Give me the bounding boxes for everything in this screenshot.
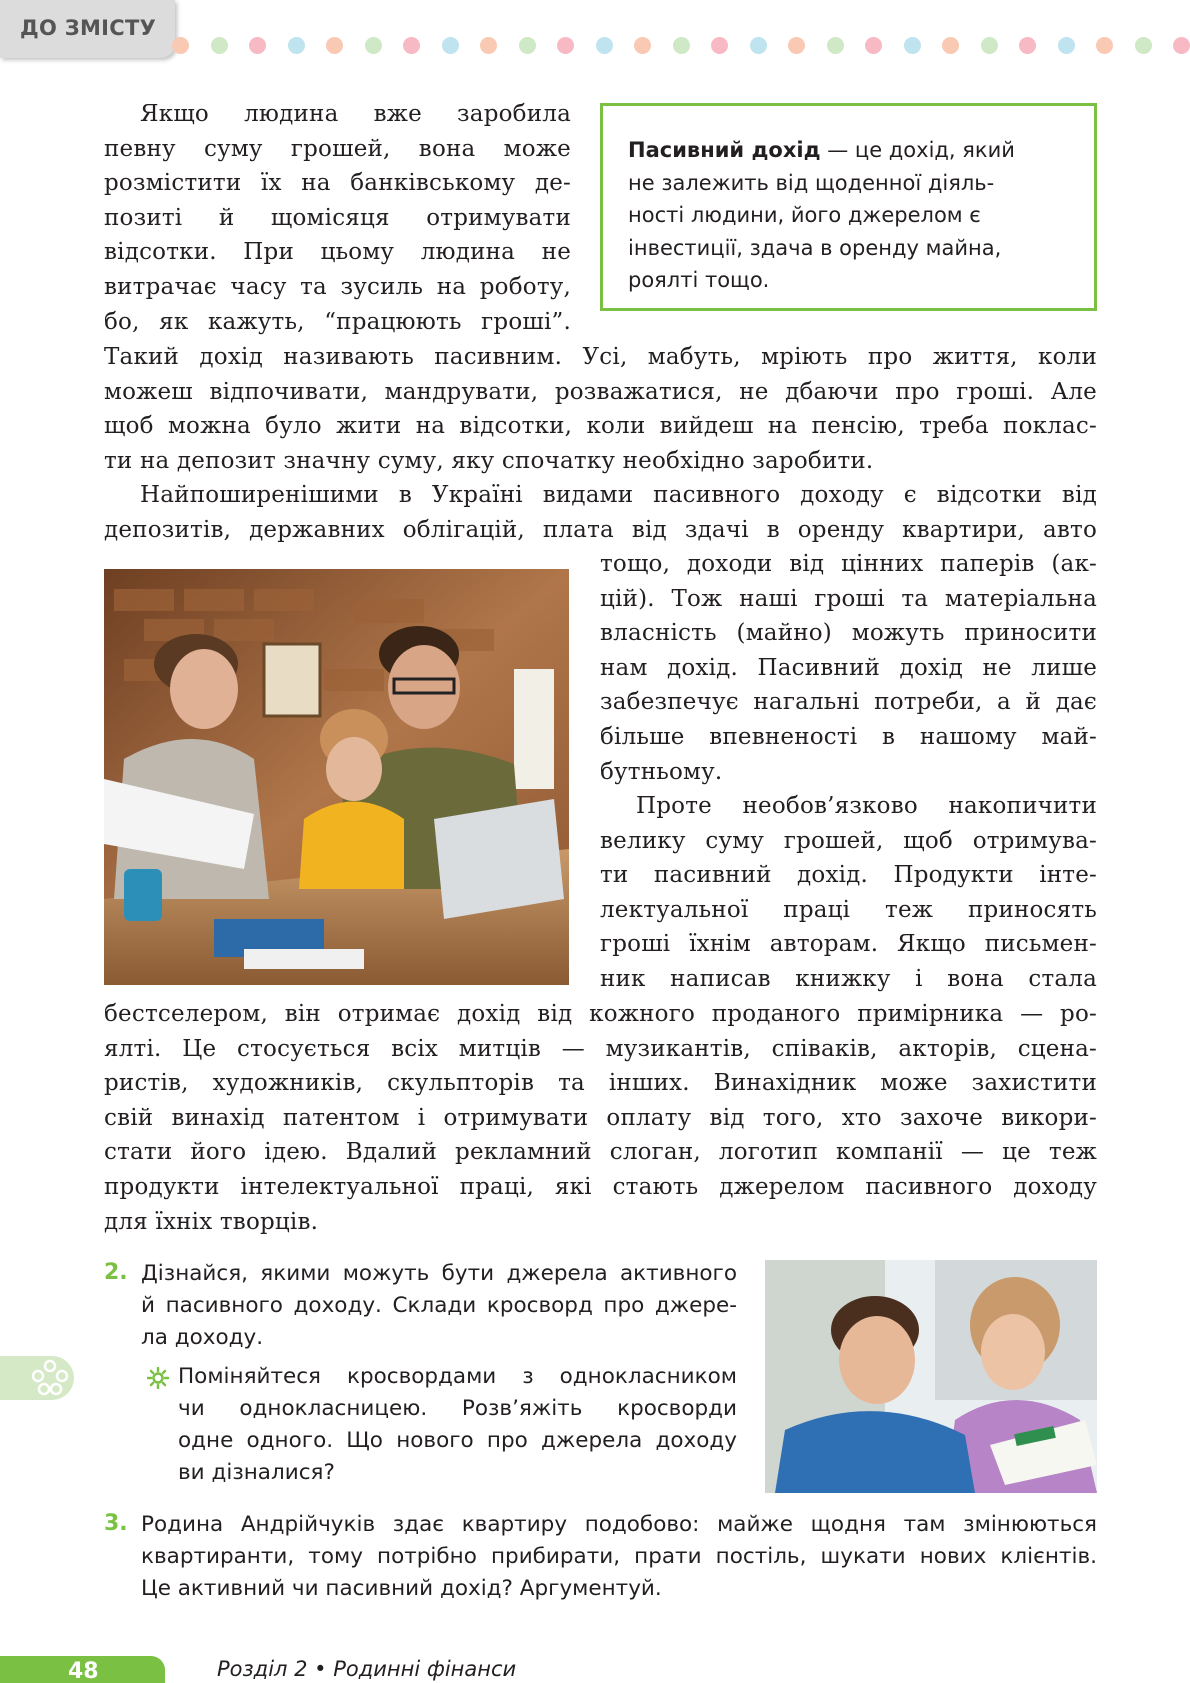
task2.group_lines-line: одне одного. Що нового про джерела доходу (178, 1428, 737, 1453)
para3_full_lines-line: стати його ідею. Вдалий рекламний слоган, логотип компанії — це теж (104, 1139, 1097, 1166)
header-dot (403, 37, 420, 54)
family-photo-illustration (104, 569, 569, 985)
intro_lines-line: розмістити їх на банківському де- (104, 170, 571, 197)
para2_right_lines-line: цій). Тож наші гроші та матеріальна (600, 585, 1097, 612)
header-dot (365, 37, 382, 54)
students-studying-photo (765, 1260, 1097, 1493)
para2_lines-line: депозитів, державних облігацій, плата від здачі в оренду квартири, авто (104, 516, 1097, 543)
intro_lines-line: позиті й щомісяця отримувати (104, 204, 571, 231)
header-dot (1058, 37, 1075, 54)
header-dot (981, 37, 998, 54)
para1_lines-line: ти на депозит значну суму, яку спочатку необхідно заробити. (104, 447, 874, 474)
header-dot (326, 37, 343, 54)
paragraph-property-income (600, 547, 1097, 789)
task-2-number: 2. (104, 1260, 128, 1285)
task3.lines-line: квартиранти, тому потрібно прибирати, прати постіль, шукати нових клієнтів. (141, 1544, 1097, 1569)
header-dot (1096, 37, 1113, 54)
definition-term: Пасивний дохід (628, 138, 821, 162)
paragraph-passive-income (104, 340, 1097, 478)
students-photo-illustration (765, 1260, 1097, 1493)
header-dot (249, 37, 266, 54)
toc-link[interactable]: ДО ЗМІСТУ (0, 0, 175, 58)
header-dot (634, 37, 651, 54)
intro_lines-line: бо, як кажуть, “працюють гроші”. (104, 308, 571, 335)
para3_full_lines-line: для їхніх творців. (104, 1208, 319, 1235)
section-title: Розділ 2 • Родинні фінанси (217, 1657, 517, 1681)
intro_lines-line: Якщо людина вже заробила (140, 101, 571, 127)
task-2-text (141, 1258, 737, 1354)
intro_lines-line: витрачає часу та зусиль на роботу, (104, 273, 571, 300)
para2_right_lines-line: нам дохід. Пасивний дохід не лише (600, 654, 1097, 681)
header-dot-strip (172, 37, 1190, 59)
task2.lines-line: Дізнайся, якими можуть бути джерела активного (141, 1261, 737, 1286)
task3.lines-line: Родина Андрійчуків здає квартиру подобово: майже щодня там змінюються (141, 1512, 1097, 1537)
para2_lines-line: Найпоширенішими в Україні видами пасивного доходу є відсотки від (140, 482, 1097, 508)
definition-line: ності людини, його джерелом є (628, 203, 981, 227)
paragraph-types-of-passive-income (104, 478, 1097, 547)
paragraph-intellectual-work (600, 789, 1097, 997)
para3_right_lines-line: ти пасивний дохід. Продукти інте- (600, 862, 1097, 889)
group-work-tab (0, 1356, 74, 1400)
intro_lines-line: відсотки. При цьому людина не (104, 239, 571, 266)
group-work-icon (28, 1358, 72, 1398)
page-number: 48 (0, 1656, 165, 1683)
definition-line: не залежить від щоденної діяль- (628, 170, 995, 195)
task2.lines-line: ла доходу. (141, 1325, 264, 1350)
header-dot (480, 37, 497, 54)
header-dot (711, 37, 728, 54)
intro_lines-line: певну суму грошей, вона може (104, 135, 571, 162)
header-dot (172, 37, 189, 54)
intro-paragraph (104, 97, 571, 339)
header-dot (750, 37, 767, 54)
collaboration-star-icon (147, 1367, 169, 1389)
family-finance-photo (104, 569, 569, 985)
definition-line: роялті тощо. (628, 268, 770, 292)
para3_full_lines-line: продукти інтелектуальної праці, які стають джерелом пасивного доходу (104, 1173, 1097, 1200)
task2.lines-line: й пасивного доходу. Склади кросворд про джере- (141, 1293, 737, 1318)
header-dot (942, 37, 959, 54)
task2.group_lines-line: Поміняйтеся кросвордами з однокласником (178, 1364, 737, 1389)
para1_lines-line: можеш відпочивати, мандрувати, розважатися, не дбаючи про гроші. Але (104, 378, 1097, 405)
definition-line: інвестиції, здача в оренду майна, (628, 235, 1002, 260)
task2.group_lines-line: ви дізналися? (178, 1460, 335, 1485)
definition-box (600, 103, 1097, 311)
header-dot (519, 37, 536, 54)
para2_right_lines-line: більше впевненості в нашому май- (600, 723, 1097, 750)
header-dot (673, 37, 690, 54)
para3_full_lines-line: ялті. Це стосується всіх митців — музикантів, співаків, акторів, сцена- (104, 1035, 1097, 1062)
header-dot (1019, 37, 1036, 54)
para3_right_lines-line: ник написав книжку і вона стала (600, 965, 1097, 992)
para1_lines-line: Такий дохід називають пасивним. Усі, мабуть, мріють про життя, коли (104, 344, 1097, 370)
header-dot (211, 37, 228, 54)
para3_right_lines-line: гроші їхнім авторам. Якщо письмен- (600, 931, 1097, 958)
para3_right_lines-line: Проте необов’язково накопичити (636, 793, 1097, 819)
header-dot (288, 37, 305, 54)
para3_full_lines-line: ристів, художників, скульпторів та інших. Винахідник може захистити (104, 1070, 1097, 1097)
para1_lines-line: щоб можна було жити на відсотки, коли вийдеш на пенсію, треба поклас- (104, 413, 1097, 440)
para3_full_lines-line: бестселером, він отримає дохід від кожного проданого примірника — ро- (104, 1001, 1097, 1027)
footer-dash-line (0, 1644, 1190, 1648)
para3_right_lines-line: лектуальної праці теж приносять (600, 896, 1097, 923)
task-3-number: 3. (104, 1511, 128, 1536)
task-2-group-work (178, 1361, 737, 1489)
header-dot (1135, 37, 1152, 54)
para2_right_lines-line: тощо, доходи від цінних паперів (ак- (600, 551, 1097, 577)
header-dot (904, 37, 921, 54)
task-3-text (141, 1509, 1097, 1605)
header-dot (865, 37, 882, 54)
header-dot (788, 37, 805, 54)
header-dot (827, 37, 844, 54)
paragraph-royalties (104, 997, 1097, 1239)
para3_right_lines-line: велику суму грошей, щоб отримува- (600, 827, 1097, 854)
task2.group_lines-line: чи однокласницею. Розв’яжіть кросворди (178, 1396, 737, 1421)
para2_right_lines-line: бутньому. (600, 758, 723, 785)
definition-line: — це дохід, який (820, 138, 1015, 162)
para2_right_lines-line: власність (майно) можуть приносити (600, 620, 1097, 647)
para2_right_lines-line: забезпечує нагальні потреби, а й дає (600, 689, 1097, 716)
header-dot (557, 37, 574, 54)
header-dot (442, 37, 459, 54)
header-dot (1173, 37, 1190, 54)
task3.lines-line: Це активний чи пасивний дохід? Аргументуй. (141, 1576, 662, 1601)
header-dot (596, 37, 613, 54)
para3_full_lines-line: свій винахід патентом і отримувати оплату від того, хто захоче викори- (104, 1104, 1097, 1131)
